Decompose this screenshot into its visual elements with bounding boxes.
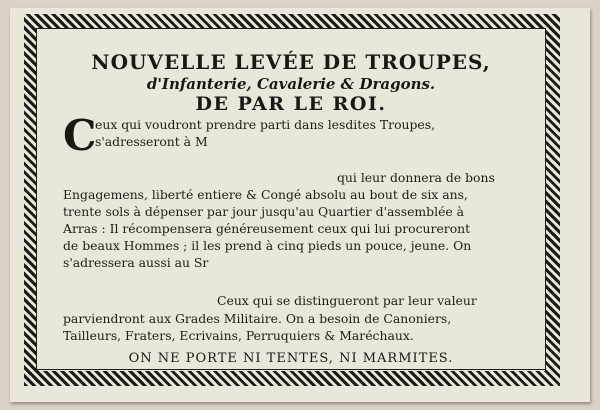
text-line-3: qui leur donnera de bons [337,170,495,185]
text-line-8: s'adressera aussi au Sr [63,255,209,270]
text-line-2: s'adresseront à M [95,134,208,149]
text-line-6: Arras : Il récompensera généreusement ceux qui lui procureront [63,221,471,236]
poster-subtitle: d'Infanterie, Cavalerie & Dragons. [146,75,436,93]
text-line-1: eux qui voudront prendre parti dans lesdites Troupes, [95,117,436,132]
drop-cap: C [63,111,97,160]
text-line-4: Engagemens, liberté entiere & Congé absolu au bout de six ans, [63,187,468,202]
poster-title: NOUVELLE LEVÉE DE TROUPES, [91,50,491,74]
royal-authority: DE PAR LE ROI. [195,93,387,115]
text-line-9: Ceux qui se distingueront par leur valeur [217,293,477,308]
text-line-11: Tailleurs, Fraters, Ecrivains, Perruquiers & Maréchaux. [63,328,414,343]
text-line-10: parviendront aux Grades Militaire. On a besoin de Canoniers, [63,311,452,326]
text-line-5: trente sols à dépenser par jour jusqu'au Quartier d'assemblée à [63,204,465,219]
footer-notice: ON NE PORTE NI TENTES, NI MARMITES. [128,351,454,366]
text-panel [36,28,546,370]
text-line-7: de beaux Hommes ; il les prend à cinq pieds un pouce, jeune. On [63,238,472,253]
